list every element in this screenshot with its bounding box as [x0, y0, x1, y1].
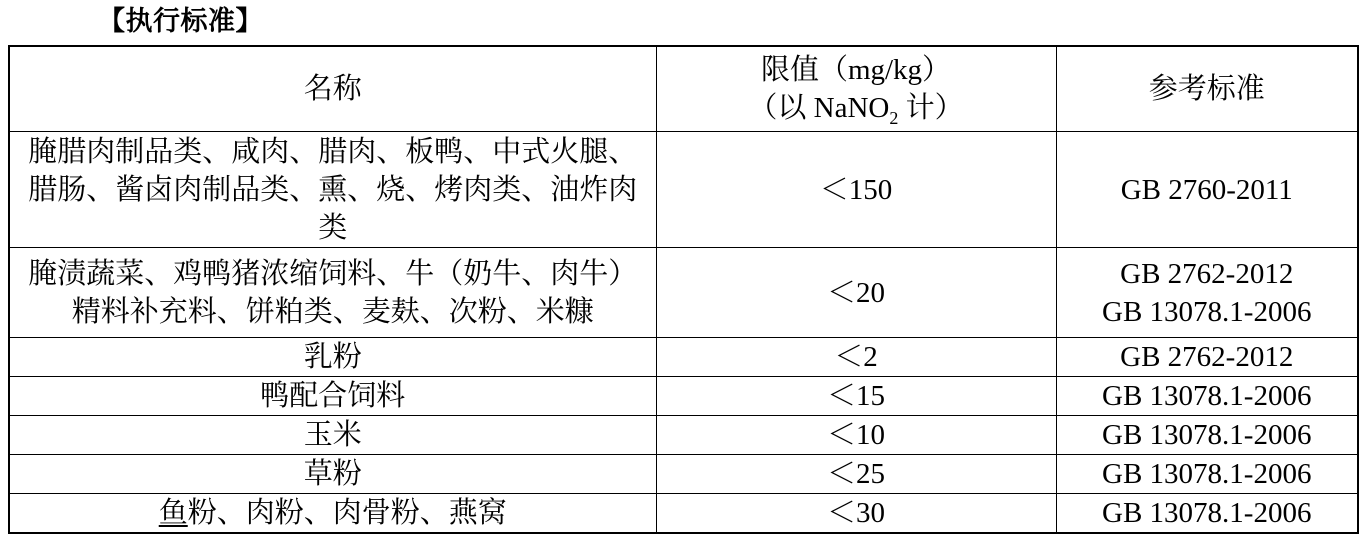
table-row-fish-meal [9, 494, 1358, 534]
reference-cell: GB 13078.1-2006 [1056, 455, 1358, 494]
table-row-grass-meal [9, 455, 1358, 494]
header-limit-line1: 限值（mg/kg） [760, 54, 952, 86]
reference-line2: GB 13078.1-2006 [1102, 295, 1312, 328]
reference-cell: GB 13078.1-2006 [1056, 494, 1358, 534]
header-limit-line2 [663, 89, 1050, 127]
limit-cell: ＜25 [656, 455, 1056, 494]
standards-table [8, 45, 1359, 534]
name-cell: 鸭配合饲料 [9, 377, 656, 416]
reference-cell: GB 13078.1-2006 [1056, 377, 1358, 416]
header-limit-line2-prefix: （以 NaNO [748, 92, 890, 124]
name-cell: 草粉 [9, 455, 656, 494]
limit-cell: ＜20 [656, 248, 1056, 338]
header-reference-cell: 参考标准 [1056, 46, 1358, 132]
nano2-subscript: 2 [889, 107, 899, 128]
name-underlined-part: 鱼 [158, 497, 188, 529]
reference-cell: GB 13078.1-2006 [1056, 416, 1358, 455]
section-title: 【执行标准】 [98, 6, 263, 37]
name-cell [9, 494, 656, 534]
reference-cell: GB 2760-2011 [1056, 132, 1358, 248]
name-cell: 腌腊肉制品类、咸肉、腊肉、板鸭、中式火腿、腊肠、酱卤肉制品类、熏、烧、烤肉类、油炸肉类 [9, 132, 656, 248]
name-cell: 乳粉 [9, 338, 656, 377]
limit-cell: ＜150 [656, 132, 1056, 248]
reference-cell: GB 2762-2012 [1056, 338, 1358, 377]
limit-cell: ＜15 [656, 377, 1056, 416]
name-rest-part: 粉、肉粉、肉骨粉、燕窝 [187, 497, 507, 529]
limit-cell: ＜30 [656, 494, 1056, 534]
header-name-cell: 名称 [9, 46, 656, 132]
header-limit-cell [656, 46, 1056, 132]
reference-cell [1056, 248, 1358, 338]
table-row-corn [9, 416, 1358, 455]
table-row-milk-powder [9, 338, 1358, 377]
header-row [9, 46, 1358, 132]
limit-cell: ＜10 [656, 416, 1056, 455]
table-row-pickled-veg-feed [9, 248, 1358, 338]
reference-line1: GB 2762-2012 [1120, 257, 1294, 290]
table-row-duck-feed [9, 377, 1358, 416]
name-cell: 腌渍蔬菜、鸡鸭猪浓缩饲料、牛（奶牛、肉牛）精料补充料、饼粕类、麦麸、次粉、米糠 [9, 248, 656, 338]
table-row-cured-meats [9, 132, 1358, 248]
limit-cell: ＜2 [656, 338, 1056, 377]
name-cell: 玉米 [9, 416, 656, 455]
header-limit-line2-suffix: 计） [898, 92, 964, 124]
